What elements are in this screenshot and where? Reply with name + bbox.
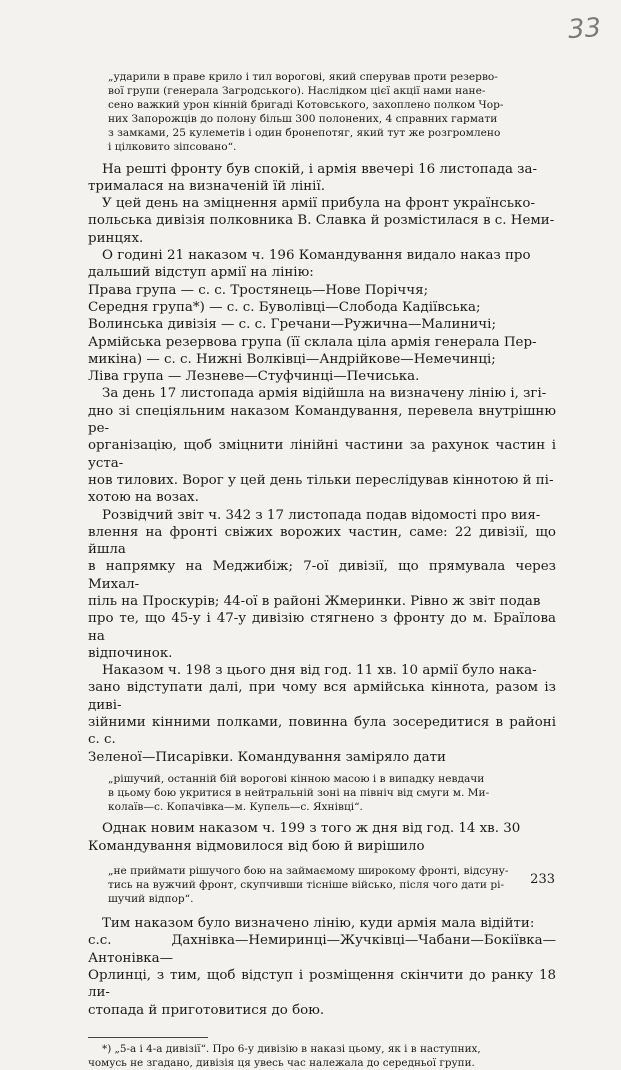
body-text-2 xyxy=(88,820,556,855)
text-line: На решті фронту був спокій, і армія ввечері 16 листопада за- xyxy=(102,161,537,177)
quote-block-2 xyxy=(108,772,556,814)
text-line: зійними кінними полками, повинна була зосередитися в районі с. с. xyxy=(88,715,556,748)
text-line: колаїв—с. Копачівка—м. Купель—с. Яхнівці“. xyxy=(108,801,363,814)
list-item: микіна) — с. с. Нижні Волківці—Андрійкове—Немечинці; xyxy=(88,351,496,367)
text-line: відпочинок. xyxy=(88,645,173,661)
text-line: зано відступати далі, при чому вся армійська кіннота, разом із диві- xyxy=(88,680,556,713)
text-line: За день 17 листопада армія відійшла на визначену лінію і, згі- xyxy=(102,386,547,402)
quote-block-1 xyxy=(108,70,556,155)
page-number: 233 xyxy=(530,872,555,887)
text-line: „не приймати рішучого бою на займаємому широкому фронті, відсуну- xyxy=(108,864,509,877)
text-line: піль на Проскурів; 44-ої в районі Жмеринки. Рівно ж звіт подав xyxy=(88,593,541,609)
text-line: „рішучий, останній бій ворогові кінною масою і в випадку невдачи xyxy=(108,772,485,785)
text-line: Однак новим наказом ч. 199 з того ж дня від год. 14 хв. 30 xyxy=(102,821,521,837)
text-line: с.с. Дахнівка—Немиринці—Жучківці—Чабани—Бокіївка—Антонівка— xyxy=(88,933,556,966)
text-line: О годині 21 наказом ч. 196 Командування видало наказ про xyxy=(102,248,531,264)
text-line: польська дивізія полковника В. Славка й розмістилася в с. Неми- xyxy=(88,213,555,229)
text-line: У цей день на зміцнення армії прибула на фронт українсько- xyxy=(102,196,535,212)
text-line: хотою на возах. xyxy=(88,490,199,506)
body-text-3 xyxy=(88,915,556,1019)
text-line: чомусь не згадано, дивізія ця увесь час належала до середньої групи. xyxy=(88,1056,475,1069)
list-item: Волинська дивізія — с. с. Гречани—Ружична—Малиничі; xyxy=(88,317,496,333)
text-line: нов тилових. Ворог у цей день тільки переслідував кіннотою й пі- xyxy=(88,472,554,488)
text-line: в цьому бою укритися в нейтральній зоні на північ від смуги м. Ми- xyxy=(108,787,490,800)
body-text xyxy=(88,161,556,766)
text-line: шучий відпор“. xyxy=(108,893,194,906)
text-line: тись на вужчий фронт, скупчивши тісніше військо, після чого дати рі- xyxy=(108,878,505,891)
text-line: Зеленої—Писарівки. Командування заміряло дати xyxy=(88,749,446,765)
text-line: організацію, щоб зміцнити лінійні частини за рахунок частин і уста- xyxy=(88,438,556,471)
text-line: і цілковито зіпсовано“. xyxy=(108,141,237,154)
quote-block-3 xyxy=(108,864,556,906)
text-line: Командування відмовилося від бою й вирішило xyxy=(88,838,425,854)
text-line: вої групи (генерала Загродського). Наслідком цієї акції нами нане- xyxy=(108,85,486,98)
list-item: Права група — с. с. Тростянець—Нове Поріччя; xyxy=(88,282,429,298)
text-line: сено важкий урон кінній бригаді Котовського, захоплено полком Чор- xyxy=(108,99,504,112)
list-item: Ліва група — Лезневе—Стуфчинці—Печиська. xyxy=(88,369,420,385)
text-line: ринцях. xyxy=(88,230,144,246)
footnote-divider xyxy=(88,1037,208,1038)
text-line: стопада й приготовитися до бою. xyxy=(88,1002,325,1018)
text-line: в напрямку на Меджибіж; 7-ої дивізії, що прямувала через Михал- xyxy=(88,559,556,592)
list-item: Середня група*) — с. с. Буволівці—Слобода Кадіївська; xyxy=(88,299,481,315)
text-line: влення на фронті свіжих ворожих частин, саме: 22 дивізії, що йшла xyxy=(88,524,556,558)
text-line: Орлинці, з тим, щоб відступ і розміщення скінчити до ранку 18 ли- xyxy=(88,968,556,1001)
text-line: трималася на визначеній їй лінії. xyxy=(88,178,326,194)
text-line: Наказом ч. 198 з цього дня від год. 11 хв. 10 армії було нака- xyxy=(102,663,537,679)
text-line: дно зі спеціяльним наказом Командування, перевела внутрішню ре- xyxy=(88,403,556,437)
text-line: Тим наказом було визначено лінію, куди армія мала відійти: xyxy=(102,916,535,932)
page-content xyxy=(88,70,556,1070)
footnote xyxy=(88,1042,556,1070)
text-line: них Запорожців до полону більш 300 полонених, 4 справних гармати xyxy=(108,113,498,126)
text-line: дальший відступ армії на лінію: xyxy=(88,265,314,281)
text-line: „ударили в праве крило і тил ворогові, який сперував проти резерво- xyxy=(108,71,498,83)
text-line: *) „5-а і 4-а дивізії“. Про 6-у дивізію в наказі цьому, як і в наступних, xyxy=(102,1042,481,1055)
text-line: Розвідчий звіт ч. 342 з 17 листопада подав відомості про вия- xyxy=(102,507,541,523)
text-line: з замками, 25 кулеметів і один бронепотяг, який тут же розгромлено xyxy=(108,127,501,140)
text-line: про те, що 45-у і 47-у дивізію стягнено з фронту до м. Браїлова на xyxy=(88,611,556,644)
handwritten-page-number: 33 xyxy=(566,12,603,46)
list-item: Армійська резервова група (її склала ціла армія генерала Пер- xyxy=(88,334,537,350)
